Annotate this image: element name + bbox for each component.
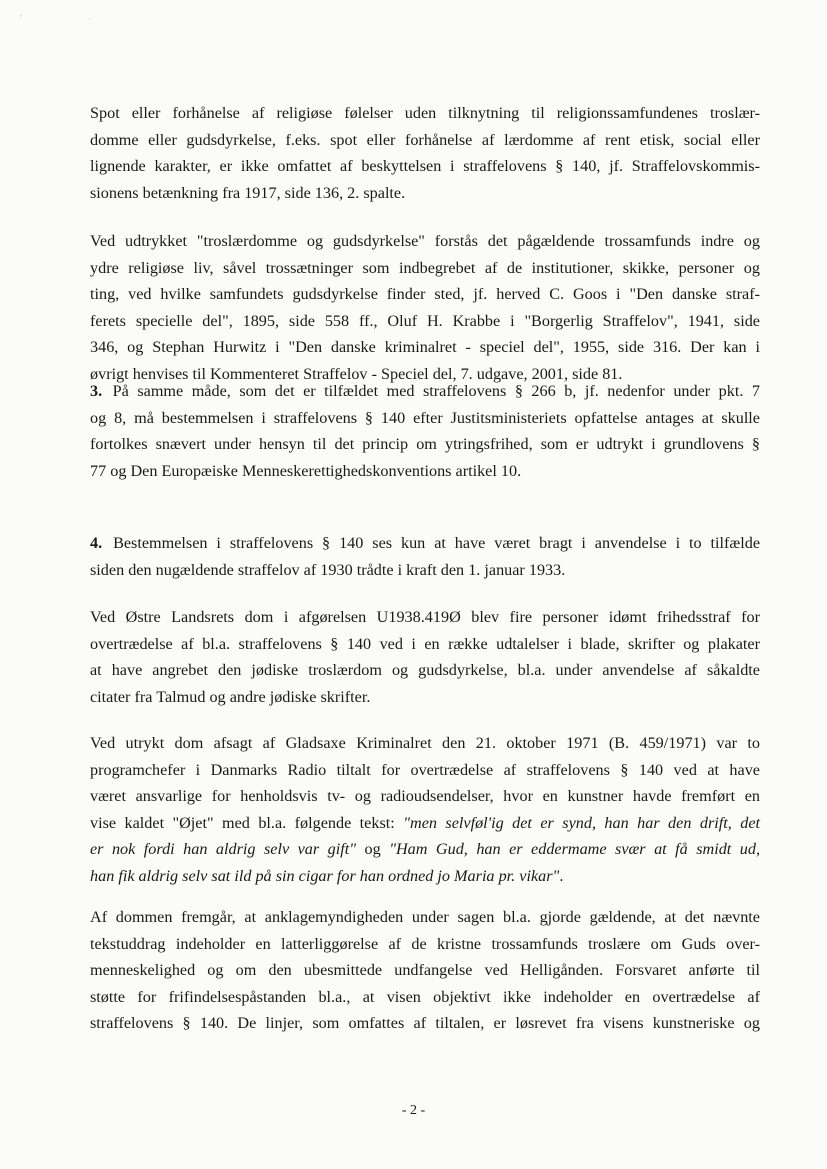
paragraph-gladsaxe bbox=[90, 730, 760, 889]
scan-speck: · bbox=[88, 14, 91, 24]
paragraph-religious-insult bbox=[90, 100, 760, 206]
song-quote: "Ham Gud, han er eddermame svær at få smidt ud, bbox=[389, 840, 760, 858]
text-line: 77 og Den Europæiske Menneskerettighedskonventions artikel 10. bbox=[90, 461, 522, 480]
text-line bbox=[90, 530, 760, 557]
text-line: straffelovens § 140. De linjer, som omfattes af tiltalen, er løsrevet fra visens kunstneriske og bbox=[90, 1014, 760, 1032]
text-line: tekstuddrag indeholder en latterliggørelse af de kristne trossamfunds troslære om Guds over- bbox=[90, 934, 760, 953]
text-line bbox=[90, 863, 760, 890]
text-line: Ved udtrykket "troslærdomme og gudsdyrkelse" forstås det pågældende trossamfunds indre og bbox=[90, 232, 760, 250]
text-fragment: vise kaldet "Øjet" med bl.a. følgende tekst: bbox=[90, 813, 404, 832]
text-line: været ansvarlige for henholdsvis tv- og radioudsendelser, hvor en kunstner havde fremført en bbox=[90, 787, 760, 805]
text-line: at have angrebet den jødiske troslærdom og gudsdyrkelse, bl.a. under anvendelse af såkaldte bbox=[90, 661, 760, 679]
text-line: programchefer i Danmarks Radio tiltalt for overtrædelse af straffelovens § 140 ved at have bbox=[90, 760, 760, 779]
text-line: 346, og Stephan Hurwitz i "Den danske kriminalret - speciel del", 1955, side 316. Der kan i bbox=[90, 338, 760, 356]
paragraph-section-4 bbox=[90, 530, 760, 583]
text-line: øvrigt henvises til Kommenteret Straffelov - Speciel del, 7. udgave, 2001, side 81. bbox=[90, 364, 623, 383]
text-line: lignende karakter, er ikke omfattet af beskyttelsen i straffelovens § 140, jf. Straffelovskommis- bbox=[90, 157, 760, 175]
text-fragment: På samme måde, som det er tilfældet med straffelovens § 266 b, jf. nedenfor under pkt. 7 bbox=[112, 382, 761, 400]
text-line: domme eller gudsdyrkelse, f.eks. spot eller forhånelse af lærdomme af rent etisk, social eller bbox=[90, 130, 760, 149]
section-number: 4. bbox=[90, 534, 103, 552]
text-line: citater fra Talmud og andre jødiske skrifter. bbox=[90, 687, 371, 706]
text-line bbox=[90, 836, 760, 863]
song-quote: "men selvføl'ig det er synd, han har den drift, det bbox=[403, 813, 761, 832]
text-line: støtte for frifindelsespåstanden bl.a., at visen objektivt ikke indeholder en overtrædelse af bbox=[90, 987, 760, 1006]
paragraph-judgment bbox=[90, 904, 760, 1037]
text-line: siden den nugældende straffelov af 1930 trådte i kraft den 1. januar 1933. bbox=[90, 560, 566, 579]
paragraph-section-3 bbox=[90, 378, 760, 484]
text-line: fortolkes snævert under hensyn til det princip om ytringsfrihed, som er udtrykt i grundlovens § bbox=[90, 435, 760, 453]
text-fragment: . bbox=[559, 866, 564, 885]
paragraph-ostre-landsret bbox=[90, 604, 760, 710]
text-line bbox=[90, 378, 760, 405]
text-line: Ved Østre Landsrets dom i afgørelsen U1938.419Ø blev fire personer idømt frihedsstraf for bbox=[90, 608, 760, 626]
text-fragment: og bbox=[356, 840, 390, 858]
paragraph-definition bbox=[90, 228, 760, 387]
text-line: Spot eller forhånelse af religiøse følelser uden tilknytning til religionssamfundenes troslær- bbox=[90, 104, 760, 122]
page-number: - 2 - bbox=[401, 1103, 426, 1118]
text-line: og 8, må bestemmelsen i straffelovens § 140 efter Justitsministeriets opfattelse antages at skulle bbox=[90, 408, 760, 427]
song-quote: er nok fordi han aldrig selv var gift" bbox=[90, 840, 357, 858]
text-fragment: Bestemmelsen i straffelovens § 140 ses kun at have været bragt i anvendelse i to tilfælde bbox=[113, 534, 761, 552]
text-line: menneskelighed og om den ubesmittede undfangelse ved Helligånden. Forsvaret anførte til bbox=[90, 961, 760, 979]
song-quote: han fik aldrig selv sat ild på sin cigar for han ordned jo Maria pr. vikar" bbox=[90, 866, 560, 885]
text-line: Af dommen fremgår, at anklagemyndigheden under sagen bl.a. gjorde gældende, at det nævnte bbox=[90, 908, 760, 926]
text-line: sionens betænkning fra 1917, side 136, 2. spalte. bbox=[90, 183, 406, 202]
text-line: Ved utrykt dom afsagt af Gladsaxe Kriminalret den 21. oktober 1971 (B. 459/1971) var to bbox=[90, 734, 760, 752]
section-number: 3. bbox=[90, 382, 103, 400]
text-line: overtrædelse af bl.a. straffelovens § 140 ved i en række udtalelser i blade, skrifter og plakater bbox=[90, 634, 760, 653]
text-line: ydre religiøse liv, såvel trossætninger som indbegrebet af de institutioner, skikke, personer og bbox=[90, 258, 760, 277]
scan-speck: , bbox=[20, 8, 23, 18]
text-line: ting, ved hvilke samfundets gudsdyrkelse finder sted, jf. herved C. Goos i "Den danske straf- bbox=[90, 285, 760, 303]
text-line: ferets specielle del", 1895, side 558 ff., Oluf H. Krabbe i "Borgerlig Straffelov", 1941, side bbox=[90, 311, 760, 330]
text-line bbox=[90, 810, 760, 837]
